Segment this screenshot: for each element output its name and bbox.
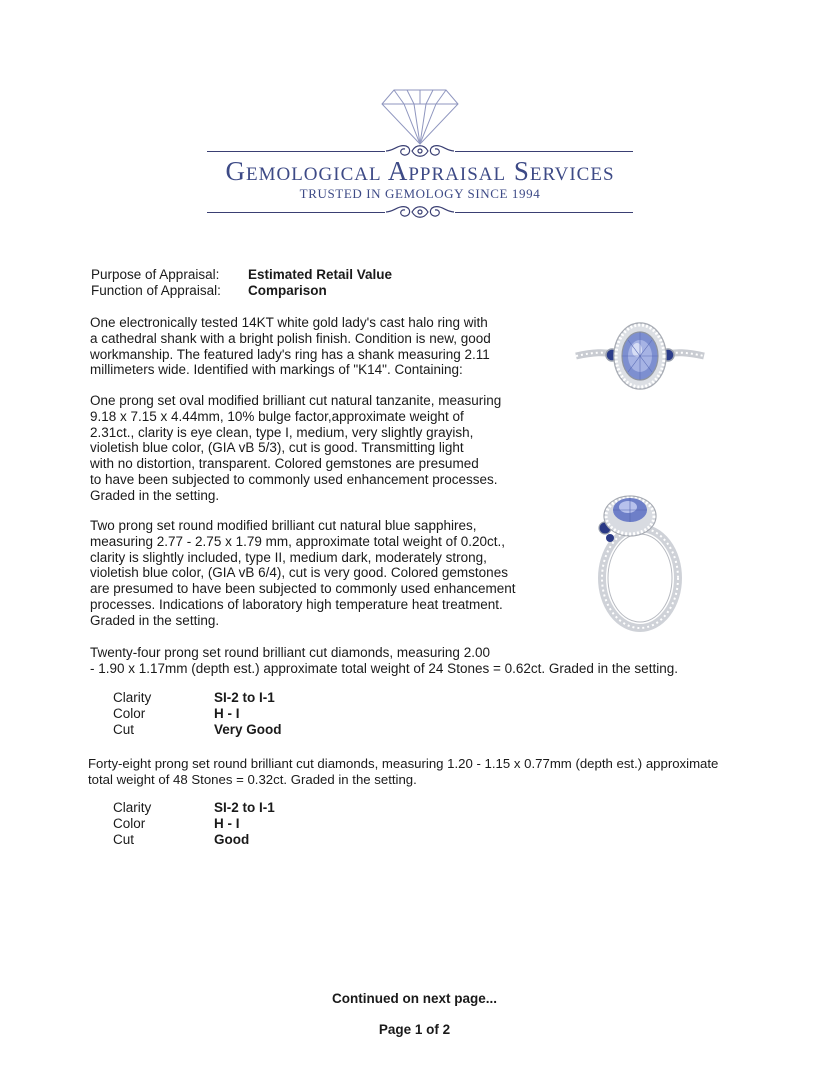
page-number: Page 1 of 2	[378, 1022, 451, 1037]
grade-row-color	[113, 816, 275, 832]
purpose-row	[91, 267, 392, 283]
diamonds-24-description	[90, 645, 678, 677]
diamonds-48-description	[88, 756, 718, 788]
purpose-label: Purpose of Appraisal:	[91, 267, 220, 282]
grade-row-clarity	[113, 690, 282, 706]
grade-value: Very Good	[214, 722, 282, 737]
grade-value: Good	[214, 832, 250, 847]
grade-value: H - I	[214, 816, 240, 831]
grade-row-clarity	[113, 800, 275, 816]
diamonds-24-line: Twenty-four prong set round brilliant cut diamonds, measuring 2.00	[90, 645, 490, 660]
ring-line: One electronically tested 14KT white gold lady's cast halo ring with	[90, 315, 488, 330]
sapphires-line: measuring 2.77 - 2.75 x 1.79 mm, approximate total weight of 0.20ct.,	[90, 533, 505, 549]
grading-table-24	[113, 690, 282, 738]
tanzanite-line: One prong set oval modified brilliant cut natural tanzanite, measuring	[90, 393, 502, 408]
sapphires-line: Graded in the setting.	[90, 612, 220, 628]
diamonds-24-line: - 1.90 x 1.17mm (depth est.) approximate total weight of 24 Stones = 0.62ct. Graded in the setting.	[90, 660, 678, 676]
ring-angle-view-image	[588, 486, 684, 636]
diamond-logo-icon	[380, 86, 460, 146]
tanzanite-description	[90, 393, 501, 504]
grade-value: H - I	[214, 706, 240, 721]
diamonds-48-line: total weight of 48 Stones = 0.32ct. Graded in the setting.	[88, 771, 417, 787]
tanzanite-line: 2.31ct., clarity is eye clean, type I, medium, very slightly grayish,	[90, 424, 474, 440]
ring-line: millimeters wide. Identified with markings of "K14". Containing:	[90, 362, 463, 378]
tanzanite-line: to have been subjected to commonly used enhancement processes.	[90, 471, 498, 487]
purpose-value: Estimated Retail Value	[248, 267, 393, 282]
sapphires-line: violetish blue color, (GIA vB 6/4), cut is very good. Colored gemstones	[90, 565, 508, 581]
header-bottom-rule-left	[207, 212, 385, 213]
company-tagline: TRUSTED IN GEMOLOGY SINCE 1994	[299, 186, 541, 201]
tanzanite-line: violetish blue color, (GIA vB 5/3), cut is good. Transmitting light	[90, 440, 464, 456]
grade-row-cut	[113, 722, 282, 738]
grading-table-48	[113, 800, 275, 848]
ring-top-view-image	[574, 308, 706, 408]
grade-label: Color	[113, 816, 146, 831]
sapphires-line: Two prong set round modified brilliant cut natural blue sapphires,	[90, 518, 477, 533]
grade-label: Color	[113, 706, 146, 721]
sapphires-line: clarity is slightly included, type II, medium dark, moderately strong,	[90, 549, 487, 565]
ring-description	[90, 315, 491, 378]
tanzanite-line: Graded in the setting.	[90, 487, 220, 503]
diamonds-48-line: Forty-eight prong set round brilliant cut diamonds, measuring 1.20 - 1.15 x 0.77mm (depth est.) approximate	[88, 756, 719, 771]
header-top-rule-right	[455, 151, 633, 152]
header-top-rule-left	[207, 151, 385, 152]
grade-value: SI-2 to I-1	[214, 800, 275, 815]
grade-label: Cut	[113, 832, 135, 847]
function-label: Function of Appraisal:	[91, 283, 221, 298]
bottom-scroll-ornament-icon	[384, 201, 456, 223]
continued-notice: Continued on next page...	[332, 991, 497, 1006]
tanzanite-line: with no distortion, transparent. Colored gemstones are presumed	[90, 456, 479, 472]
function-value: Comparison	[248, 283, 327, 298]
company-name: Gemological Appraisal Services	[225, 156, 615, 186]
grade-label: Clarity	[113, 800, 152, 815]
tanzanite-line: 9.18 x 7.15 x 4.44mm, 10% bulge factor,approximate weight of	[90, 408, 464, 424]
grade-row-cut	[113, 832, 275, 848]
sapphires-line: are presumed to have been subjected to commonly used enhancement	[90, 581, 516, 597]
grade-row-color	[113, 706, 282, 722]
grade-label: Cut	[113, 722, 135, 737]
sapphires-line: processes. Indications of laboratory high temperature heat treatment.	[90, 596, 503, 612]
ring-line: workmanship. The featured lady's ring has a shank measuring 2.11	[90, 346, 490, 362]
ring-line: a cathedral shank with a bright polish finish. Condition is new, good	[90, 330, 491, 346]
function-row	[91, 283, 327, 299]
grade-value: SI-2 to I-1	[214, 690, 275, 705]
header-bottom-rule-right	[455, 212, 633, 213]
grade-label: Clarity	[113, 690, 152, 705]
sapphires-description	[90, 518, 516, 629]
